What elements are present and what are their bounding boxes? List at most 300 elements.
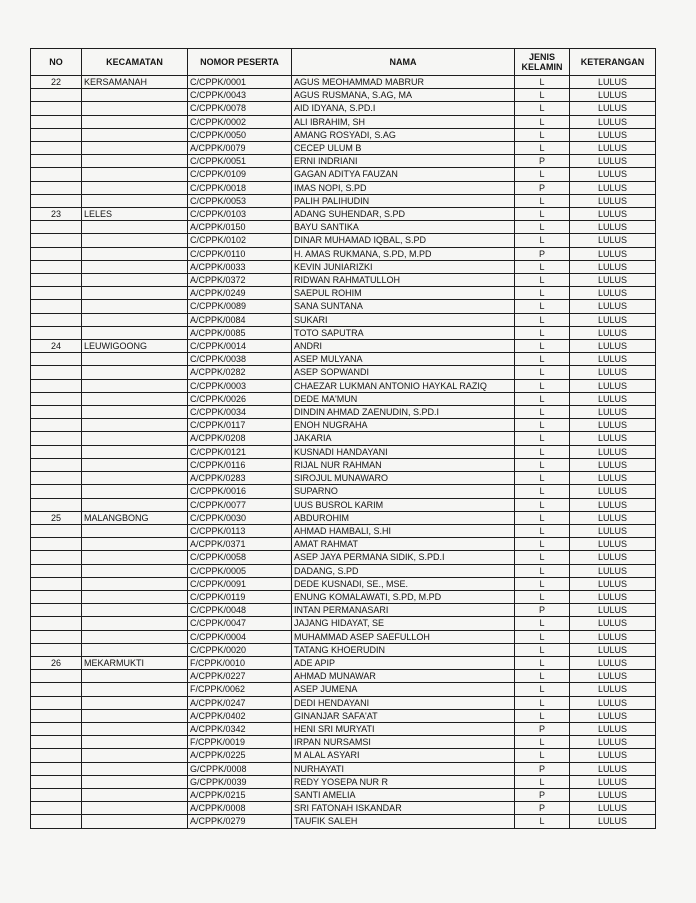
cell-jenis-kelamin: L <box>515 736 570 749</box>
cell-no <box>31 419 82 432</box>
cell-keterangan: LULUS <box>570 392 656 405</box>
cell-jenis-kelamin: L <box>515 683 570 696</box>
cell-no <box>31 709 82 722</box>
cell-keterangan: LULUS <box>570 472 656 485</box>
cell-nomor-peserta: C/CPPK/0116 <box>188 458 292 471</box>
cell-jenis-kelamin: L <box>515 590 570 603</box>
cell-no <box>31 485 82 498</box>
cell-jenis-kelamin: P <box>515 247 570 260</box>
cell-nama: AMAT RAHMAT <box>292 538 515 551</box>
table-row <box>31 656 656 669</box>
table-row <box>31 432 656 445</box>
cell-nomor-peserta: C/CPPK/0050 <box>188 128 292 141</box>
cell-no <box>31 524 82 537</box>
cell-nomor-peserta: G/CPPK/0039 <box>188 775 292 788</box>
cell-kecamatan <box>82 142 188 155</box>
cell-jenis-kelamin: L <box>515 379 570 392</box>
cell-kecamatan <box>82 445 188 458</box>
table-row <box>31 709 656 722</box>
cell-nama: ENUNG KOMALAWATI, S.PD, M.PD <box>292 590 515 603</box>
cell-kecamatan <box>82 181 188 194</box>
header-keterangan: KETERANGAN <box>570 49 656 76</box>
cell-no <box>31 788 82 801</box>
cell-keterangan: LULUS <box>570 511 656 524</box>
table-row <box>31 458 656 471</box>
cell-jenis-kelamin: L <box>515 221 570 234</box>
cell-nomor-peserta: C/CPPK/0016 <box>188 485 292 498</box>
cell-kecamatan <box>82 551 188 564</box>
cell-jenis-kelamin: L <box>515 749 570 762</box>
cell-nomor-peserta: A/CPPK/0247 <box>188 696 292 709</box>
cell-jenis-kelamin: L <box>515 115 570 128</box>
cell-kecamatan <box>82 366 188 379</box>
cell-no <box>31 590 82 603</box>
table-row <box>31 511 656 524</box>
table-row <box>31 155 656 168</box>
cell-kecamatan <box>82 524 188 537</box>
cell-nama: SANA SUNTANA <box>292 300 515 313</box>
cell-keterangan: LULUS <box>570 696 656 709</box>
cell-jenis-kelamin: P <box>515 181 570 194</box>
cell-jenis-kelamin: L <box>515 340 570 353</box>
cell-jenis-kelamin: L <box>515 775 570 788</box>
cell-keterangan: LULUS <box>570 155 656 168</box>
cell-nomor-peserta: G/CPPK/0008 <box>188 762 292 775</box>
cell-nomor-peserta: A/CPPK/0150 <box>188 221 292 234</box>
table-row <box>31 788 656 801</box>
cell-nama: CHAEZAR LUKMAN ANTONIO HAYKAL RAZIQ <box>292 379 515 392</box>
cell-jenis-kelamin: L <box>515 406 570 419</box>
cell-no <box>31 392 82 405</box>
cell-no <box>31 260 82 273</box>
cell-jenis-kelamin: L <box>515 76 570 89</box>
cell-jenis-kelamin: L <box>515 234 570 247</box>
cell-kecamatan <box>82 128 188 141</box>
cell-keterangan: LULUS <box>570 353 656 366</box>
cell-nomor-peserta: C/CPPK/0058 <box>188 551 292 564</box>
cell-nomor-peserta: C/CPPK/0030 <box>188 511 292 524</box>
cell-kecamatan <box>82 604 188 617</box>
cell-no <box>31 643 82 656</box>
cell-no <box>31 762 82 775</box>
table-row <box>31 643 656 656</box>
cell-no <box>31 379 82 392</box>
cell-keterangan: LULUS <box>570 577 656 590</box>
table-row <box>31 630 656 643</box>
cell-no <box>31 142 82 155</box>
cell-no <box>31 445 82 458</box>
cell-nama: DINAR MUHAMAD IQBAL, S.PD <box>292 234 515 247</box>
cell-jenis-kelamin: L <box>515 300 570 313</box>
cell-kecamatan <box>82 234 188 247</box>
cell-jenis-kelamin: L <box>515 89 570 102</box>
cell-nama: REDY YOSEPA NUR R <box>292 775 515 788</box>
cell-nama: JAJANG HIDAYAT, SE <box>292 617 515 630</box>
cell-nomor-peserta: A/CPPK/0033 <box>188 260 292 273</box>
cell-nama: ERNI INDRIANI <box>292 155 515 168</box>
cell-jenis-kelamin: L <box>515 353 570 366</box>
table-row <box>31 274 656 287</box>
cell-nama: ENOH NUGRAHA <box>292 419 515 432</box>
cell-keterangan: LULUS <box>570 287 656 300</box>
cell-keterangan: LULUS <box>570 326 656 339</box>
cell-jenis-kelamin: L <box>515 102 570 115</box>
cell-no <box>31 472 82 485</box>
header-jenis-line2: KELAMIN <box>521 62 563 72</box>
table-row <box>31 392 656 405</box>
cell-keterangan: LULUS <box>570 604 656 617</box>
cell-no <box>31 353 82 366</box>
cell-jenis-kelamin: L <box>515 313 570 326</box>
cell-no <box>31 102 82 115</box>
cell-jenis-kelamin: L <box>515 815 570 828</box>
cell-keterangan: LULUS <box>570 168 656 181</box>
cell-no <box>31 287 82 300</box>
cell-kecamatan <box>82 485 188 498</box>
cell-jenis-kelamin: L <box>515 511 570 524</box>
cell-nama: AGUS MEOHAMMAD MABRUR <box>292 76 515 89</box>
cell-nomor-peserta: F/CPPK/0010 <box>188 656 292 669</box>
cell-keterangan: LULUS <box>570 379 656 392</box>
table-row <box>31 696 656 709</box>
cell-keterangan: LULUS <box>570 300 656 313</box>
cell-kecamatan <box>82 696 188 709</box>
table-row <box>31 353 656 366</box>
cell-jenis-kelamin: L <box>515 564 570 577</box>
table-row <box>31 208 656 221</box>
table-row <box>31 128 656 141</box>
cell-kecamatan <box>82 379 188 392</box>
cell-keterangan: LULUS <box>570 234 656 247</box>
cell-keterangan: LULUS <box>570 617 656 630</box>
cell-keterangan: LULUS <box>570 142 656 155</box>
cell-nomor-peserta: A/CPPK/0402 <box>188 709 292 722</box>
cell-keterangan: LULUS <box>570 564 656 577</box>
cell-no <box>31 89 82 102</box>
cell-no <box>31 432 82 445</box>
document-page <box>30 48 656 829</box>
cell-nama: SRI FATONAH ISKANDAR <box>292 802 515 815</box>
cell-keterangan: LULUS <box>570 683 656 696</box>
cell-nomor-peserta: A/CPPK/0282 <box>188 366 292 379</box>
cell-nama: DINDIN AHMAD ZAENUDIN, S.PD.I <box>292 406 515 419</box>
cell-keterangan: LULUS <box>570 406 656 419</box>
cell-nama: AHMAD MUNAWAR <box>292 670 515 683</box>
cell-no: 25 <box>31 511 82 524</box>
table-row <box>31 802 656 815</box>
cell-nomor-peserta: C/CPPK/0053 <box>188 194 292 207</box>
cell-no <box>31 155 82 168</box>
cell-kecamatan <box>82 260 188 273</box>
table-row <box>31 300 656 313</box>
cell-no <box>31 221 82 234</box>
cell-keterangan: LULUS <box>570 458 656 471</box>
cell-jenis-kelamin: L <box>515 260 570 273</box>
cell-nomor-peserta: C/CPPK/0091 <box>188 577 292 590</box>
cell-nomor-peserta: A/CPPK/0215 <box>188 788 292 801</box>
cell-kecamatan: MEKARMUKTI <box>82 656 188 669</box>
cell-jenis-kelamin: P <box>515 604 570 617</box>
header-jenis-kelamin <box>515 49 570 76</box>
cell-no <box>31 181 82 194</box>
cell-jenis-kelamin: L <box>515 392 570 405</box>
cell-jenis-kelamin: L <box>515 274 570 287</box>
table-body <box>31 76 656 829</box>
table-row <box>31 472 656 485</box>
cell-keterangan: LULUS <box>570 815 656 828</box>
cell-no <box>31 168 82 181</box>
cell-keterangan: LULUS <box>570 498 656 511</box>
cell-jenis-kelamin: L <box>515 366 570 379</box>
cell-jenis-kelamin: L <box>515 630 570 643</box>
cell-no <box>31 326 82 339</box>
cell-no <box>31 604 82 617</box>
cell-no <box>31 736 82 749</box>
table-row <box>31 604 656 617</box>
cell-nama: RIJAL NUR RAHMAN <box>292 458 515 471</box>
cell-nomor-peserta: A/CPPK/0079 <box>188 142 292 155</box>
table-row <box>31 722 656 735</box>
cell-keterangan: LULUS <box>570 76 656 89</box>
cell-kecamatan <box>82 670 188 683</box>
cell-nomor-peserta: C/CPPK/0034 <box>188 406 292 419</box>
table-row <box>31 221 656 234</box>
cell-nomor-peserta: F/CPPK/0019 <box>188 736 292 749</box>
cell-jenis-kelamin: L <box>515 419 570 432</box>
cell-jenis-kelamin: L <box>515 709 570 722</box>
cell-no <box>31 815 82 828</box>
table-row <box>31 260 656 273</box>
cell-nama: INTAN PERMANASARI <box>292 604 515 617</box>
cell-kecamatan <box>82 630 188 643</box>
cell-nomor-peserta: A/CPPK/0372 <box>188 274 292 287</box>
cell-nama: SANTI AMELIA <box>292 788 515 801</box>
cell-kecamatan <box>82 313 188 326</box>
cell-keterangan: LULUS <box>570 485 656 498</box>
cell-kecamatan <box>82 788 188 801</box>
table-row <box>31 538 656 551</box>
cell-kecamatan <box>82 274 188 287</box>
cell-kecamatan <box>82 115 188 128</box>
cell-no <box>31 498 82 511</box>
cell-kecamatan <box>82 392 188 405</box>
cell-nomor-peserta: A/CPPK/0008 <box>188 802 292 815</box>
cell-nama: JAKARIA <box>292 432 515 445</box>
cell-no <box>31 247 82 260</box>
cell-nomor-peserta: A/CPPK/0085 <box>188 326 292 339</box>
table-row <box>31 524 656 537</box>
cell-kecamatan: LEUWIGOONG <box>82 340 188 353</box>
cell-kecamatan <box>82 247 188 260</box>
table-row <box>31 247 656 260</box>
cell-keterangan: LULUS <box>570 709 656 722</box>
cell-nama: AID IDYANA, S.PD.I <box>292 102 515 115</box>
cell-jenis-kelamin: L <box>515 577 570 590</box>
cell-nomor-peserta: C/CPPK/0102 <box>188 234 292 247</box>
cell-keterangan: LULUS <box>570 749 656 762</box>
cell-kecamatan <box>82 353 188 366</box>
cell-jenis-kelamin: L <box>515 696 570 709</box>
cell-kecamatan: LELES <box>82 208 188 221</box>
cell-kecamatan <box>82 168 188 181</box>
cell-no <box>31 128 82 141</box>
table-row <box>31 406 656 419</box>
cell-keterangan: LULUS <box>570 736 656 749</box>
table-row <box>31 815 656 828</box>
cell-no <box>31 274 82 287</box>
cell-no <box>31 749 82 762</box>
cell-nama: IRPAN NURSAMSI <box>292 736 515 749</box>
cell-no <box>31 458 82 471</box>
cell-nama: M ALAL ASYARI <box>292 749 515 762</box>
cell-nomor-peserta: C/CPPK/0078 <box>188 102 292 115</box>
cell-nama: H. AMAS RUKMANA, S.PD, M.PD <box>292 247 515 260</box>
cell-nomor-peserta: C/CPPK/0002 <box>188 115 292 128</box>
cell-no <box>31 366 82 379</box>
cell-kecamatan: KERSAMANAH <box>82 76 188 89</box>
cell-jenis-kelamin: L <box>515 472 570 485</box>
cell-jenis-kelamin: L <box>515 485 570 498</box>
cell-kecamatan <box>82 498 188 511</box>
cell-kecamatan <box>82 590 188 603</box>
cell-nomor-peserta: A/CPPK/0342 <box>188 722 292 735</box>
cell-nomor-peserta: C/CPPK/0051 <box>188 155 292 168</box>
cell-keterangan: LULUS <box>570 551 656 564</box>
cell-jenis-kelamin: L <box>515 498 570 511</box>
cell-nama: SIROJUL MUNAWARO <box>292 472 515 485</box>
cell-kecamatan <box>82 155 188 168</box>
cell-kecamatan <box>82 406 188 419</box>
cell-keterangan: LULUS <box>570 656 656 669</box>
cell-keterangan: LULUS <box>570 788 656 801</box>
cell-jenis-kelamin: L <box>515 287 570 300</box>
cell-no <box>31 775 82 788</box>
cell-nama: CECEP ULUM B <box>292 142 515 155</box>
cell-nama: ASEP SOPWANDI <box>292 366 515 379</box>
cell-nama: TATANG KHOERUDIN <box>292 643 515 656</box>
cell-nomor-peserta: C/CPPK/0119 <box>188 590 292 603</box>
cell-keterangan: LULUS <box>570 260 656 273</box>
table-row <box>31 670 656 683</box>
cell-no <box>31 577 82 590</box>
cell-nama: IMAS NOPI, S.PD <box>292 181 515 194</box>
cell-nomor-peserta: C/CPPK/0005 <box>188 564 292 577</box>
cell-nama: KUSNADI HANDAYANI <box>292 445 515 458</box>
cell-nama: GINANJAR SAFA'AT <box>292 709 515 722</box>
table-header-row <box>31 49 656 76</box>
cell-jenis-kelamin: L <box>515 432 570 445</box>
table-row <box>31 234 656 247</box>
cell-nama: NURHAYATI <box>292 762 515 775</box>
cell-kecamatan <box>82 577 188 590</box>
cell-nama: ADE APIP <box>292 656 515 669</box>
cell-nama: AHMAD HAMBALI, S.HI <box>292 524 515 537</box>
cell-kecamatan <box>82 564 188 577</box>
cell-keterangan: LULUS <box>570 340 656 353</box>
table-row <box>31 736 656 749</box>
cell-nama: AGUS RUSMANA, S.AG, MA <box>292 89 515 102</box>
header-nomor-peserta: NOMOR PESERTA <box>188 49 292 76</box>
cell-jenis-kelamin: L <box>515 617 570 630</box>
cell-no <box>31 234 82 247</box>
cell-keterangan: LULUS <box>570 524 656 537</box>
cell-jenis-kelamin: L <box>515 656 570 669</box>
table-row <box>31 564 656 577</box>
table-row <box>31 102 656 115</box>
cell-nama: TOTO SAPUTRA <box>292 326 515 339</box>
header-no: NO <box>31 49 82 76</box>
cell-keterangan: LULUS <box>570 194 656 207</box>
cell-nomor-peserta: C/CPPK/0109 <box>188 168 292 181</box>
cell-nomor-peserta: C/CPPK/0089 <box>188 300 292 313</box>
cell-nama: ASEP JAYA PERMANA SIDIK, S.PD.I <box>292 551 515 564</box>
table-row <box>31 142 656 155</box>
cell-nomor-peserta: C/CPPK/0004 <box>188 630 292 643</box>
table-row <box>31 498 656 511</box>
cell-kecamatan <box>82 722 188 735</box>
cell-keterangan: LULUS <box>570 128 656 141</box>
cell-nama: SUKARI <box>292 313 515 326</box>
table-row <box>31 749 656 762</box>
cell-no <box>31 630 82 643</box>
cell-kecamatan <box>82 736 188 749</box>
cell-keterangan: LULUS <box>570 366 656 379</box>
cell-no <box>31 722 82 735</box>
cell-nama: ASEP JUMENA <box>292 683 515 696</box>
cell-no <box>31 115 82 128</box>
cell-no: 26 <box>31 656 82 669</box>
cell-keterangan: LULUS <box>570 722 656 735</box>
cell-nama: DEDI HENDAYANI <box>292 696 515 709</box>
cell-keterangan: LULUS <box>570 432 656 445</box>
table-row <box>31 340 656 353</box>
cell-jenis-kelamin: L <box>515 128 570 141</box>
cell-keterangan: LULUS <box>570 247 656 260</box>
cell-keterangan: LULUS <box>570 670 656 683</box>
cell-no: 24 <box>31 340 82 353</box>
cell-jenis-kelamin: L <box>515 208 570 221</box>
cell-keterangan: LULUS <box>570 89 656 102</box>
cell-nama: GAGAN ADITYA FAUZAN <box>292 168 515 181</box>
cell-keterangan: LULUS <box>570 643 656 656</box>
cell-kecamatan <box>82 709 188 722</box>
cell-nama: ALI IBRAHIM, SH <box>292 115 515 128</box>
cell-kecamatan <box>82 683 188 696</box>
cell-keterangan: LULUS <box>570 538 656 551</box>
cell-nama: PALIH PALIHUDIN <box>292 194 515 207</box>
cell-nama: ADANG SUHENDAR, S.PD <box>292 208 515 221</box>
cell-nomor-peserta: C/CPPK/0121 <box>188 445 292 458</box>
cell-nomor-peserta: C/CPPK/0043 <box>188 89 292 102</box>
cell-kecamatan <box>82 472 188 485</box>
cell-keterangan: LULUS <box>570 181 656 194</box>
cell-jenis-kelamin: P <box>515 722 570 735</box>
table-row <box>31 551 656 564</box>
cell-nomor-peserta: A/CPPK/0249 <box>188 287 292 300</box>
table-row <box>31 419 656 432</box>
cell-keterangan: LULUS <box>570 590 656 603</box>
header-kecamatan: KECAMATAN <box>82 49 188 76</box>
cell-nomor-peserta: C/CPPK/0077 <box>188 498 292 511</box>
cell-kecamatan <box>82 221 188 234</box>
cell-jenis-kelamin: L <box>515 551 570 564</box>
cell-nama: SAEPUL ROHIM <box>292 287 515 300</box>
cell-nama: MUHAMMAD ASEP SAEFULLOH <box>292 630 515 643</box>
cell-kecamatan <box>82 617 188 630</box>
cell-no <box>31 538 82 551</box>
table-row <box>31 89 656 102</box>
cell-kecamatan <box>82 102 188 115</box>
